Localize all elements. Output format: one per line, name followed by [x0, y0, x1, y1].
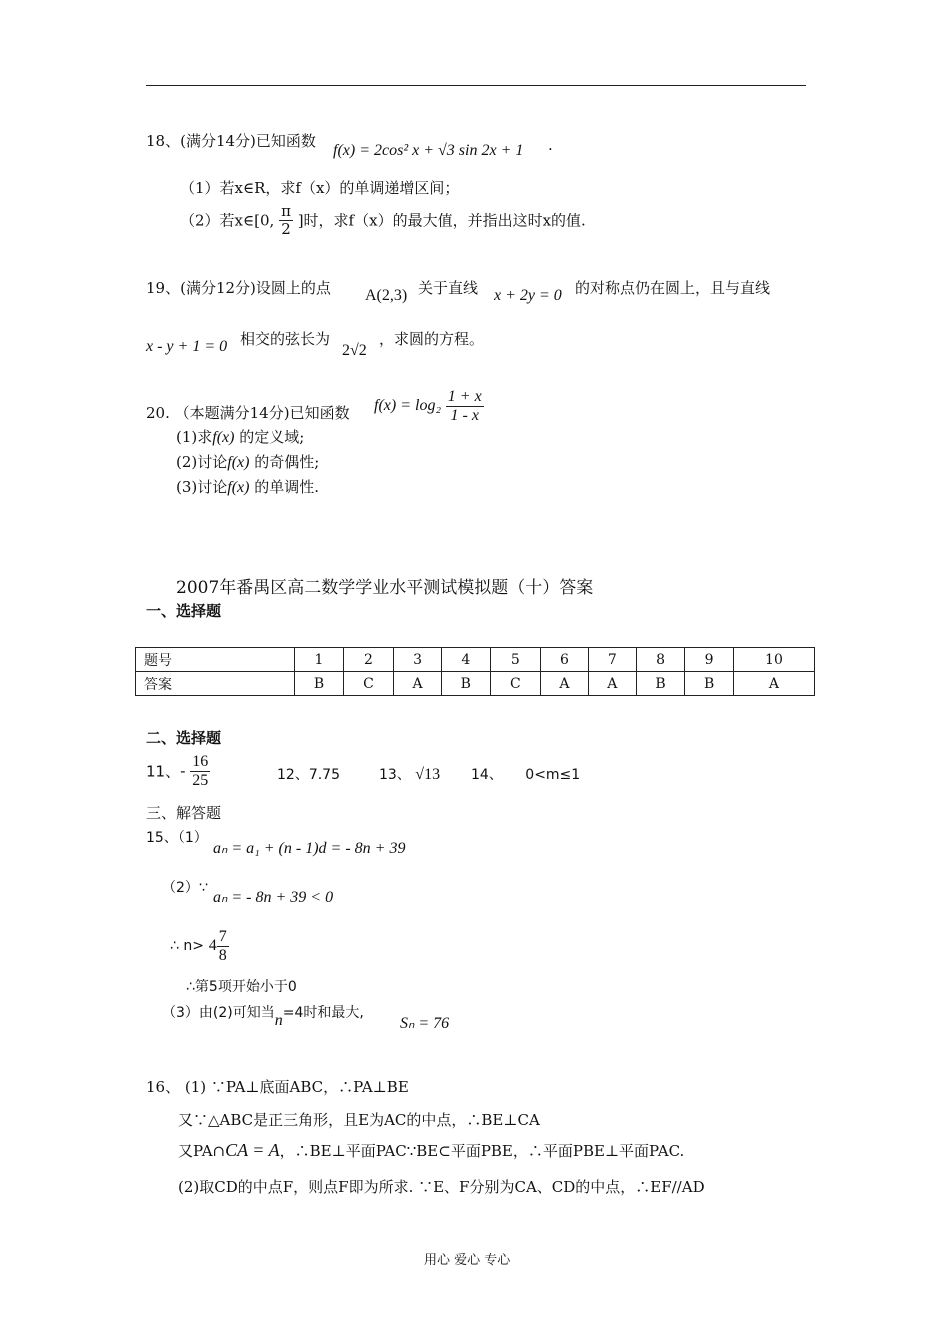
q15-formula2: aₙ = - 8n + 39 < 0 — [213, 889, 334, 906]
q20-formula: f(x) = log₂ — [374, 397, 442, 415]
q16-line4: (2)取CD的中点F，则点F即为所求. ∵E、F分别为CA、CD的中点，∴EF//AD — [178, 1178, 705, 1196]
fill-13-value: √13 — [415, 766, 441, 783]
q18-frac-den: 2 — [281, 219, 291, 238]
q15-mixed-fraction — [217, 928, 229, 964]
table-cell: B — [442, 672, 491, 696]
q19-point: A(2,3) — [365, 287, 408, 304]
q20-part3-f: f(x) — [227, 479, 250, 496]
table-cell: 5 — [490, 648, 540, 672]
fill-14-value: 0<m≤1 — [525, 767, 581, 783]
q18-fraction — [279, 203, 293, 237]
q15-part3-b: =4时和最大, — [282, 1005, 364, 1021]
q18-part2-a: （2）若x∈[0, — [180, 211, 275, 230]
table-cell: 1 — [295, 648, 344, 672]
q19-chord: 2√2 — [342, 342, 367, 359]
q18-formula: f(x) = 2cos² x + √3 sin 2x + 1 — [333, 142, 524, 159]
q15-mixed-den: 8 — [218, 946, 227, 964]
section3-heading: 三、解答题 — [146, 804, 222, 822]
q20-part2 — [176, 451, 319, 472]
q16-line3-b: ，∴BE⊥平面PAC∵BE⊂平面PBE，∴平面PBE⊥平面PAC. — [279, 1142, 685, 1160]
fill-11-label: 11、 — [146, 762, 181, 781]
q15-label2: （2）∵ — [162, 880, 208, 896]
q18-frac-num: π — [281, 202, 291, 220]
q16-line3-math: CA = A — [225, 1140, 280, 1160]
fill-answer-13 — [379, 764, 440, 784]
q19-mid: 关于直线 — [418, 279, 479, 297]
q18-part1: （1）若x∈R，求f（x）的单调递增区间； — [180, 179, 460, 197]
q16-line3-a: 又PA∩ — [178, 1142, 226, 1160]
table-row — [136, 672, 815, 696]
q19-end: ，求圆的方程。 — [379, 330, 485, 348]
q20-title: 20. （本题满分14分)已知函数 — [146, 404, 350, 422]
q20-part1-b: 的定义域; — [234, 428, 305, 446]
q20-part1-f: f(x) — [212, 429, 235, 446]
q16-line3 — [178, 1140, 684, 1161]
q15-label: 15、（1） — [146, 830, 208, 846]
q18-part2-b: ]时，求f（x）的最大值，并指出这时x的值. — [297, 211, 586, 230]
q18-title: 18、(满分14分)已知函数 — [146, 132, 316, 150]
q18-formula-end: . — [548, 136, 553, 154]
q19-line1: x + 2y = 0 — [494, 287, 562, 304]
q20-part1-a: (1)求 — [176, 428, 213, 446]
table-cell: 9 — [685, 648, 734, 672]
q20-frac-den: 1 - x — [450, 406, 479, 424]
answer-title: 2007年番禺区高二数学学业水平测试模拟题（十）答案 — [176, 578, 594, 598]
page-footer: 用心 爱心 专心 — [424, 1253, 511, 1268]
table-cell: 8 — [636, 648, 685, 672]
table-cell: C — [343, 672, 393, 696]
table-row — [136, 648, 815, 672]
fill-13-label: 13、 — [379, 767, 411, 783]
q20-part3-b: 的单调性. — [249, 478, 319, 496]
table-cell: A — [394, 672, 442, 696]
table-header-cell: 题号 — [136, 648, 295, 672]
table-cell: A — [541, 672, 589, 696]
table-cell: 7 — [588, 648, 636, 672]
q15-sum: Sₙ = 76 — [400, 1015, 450, 1032]
q20-part2-b: 的奇偶性; — [249, 453, 320, 471]
q20-part2-a: (2)讨论 — [176, 453, 228, 471]
section1-heading: 一、选择题 — [146, 602, 222, 620]
q15-part3-n: n — [274, 1012, 283, 1029]
q19-line2: x - y + 1 = 0 — [146, 338, 228, 355]
fill-11-sign: - — [180, 762, 186, 781]
fill-14-label: 14、 — [471, 767, 503, 783]
q20-formula-wrap — [374, 388, 484, 424]
table-header-cell: 答案 — [136, 672, 295, 696]
fill-11-fraction — [190, 753, 210, 789]
table-cell: A — [588, 672, 636, 696]
q20-part2-f: f(x) — [227, 454, 250, 471]
q15-therefore2: ∴第5项开始小于0 — [186, 979, 297, 995]
table-cell: 10 — [733, 648, 814, 672]
q19-title: 19、(满分12分)设圆上的点 — [146, 279, 331, 297]
q16-line2: 又∵△ABC是正三角形，且E为AC的中点，∴BE⊥CA — [178, 1111, 540, 1129]
q19-text2: 相交的弦长为 — [240, 330, 331, 348]
table-cell: 2 — [343, 648, 393, 672]
q15-therefore1 — [170, 928, 229, 964]
header-rule — [146, 85, 806, 86]
q20-fraction — [446, 388, 484, 424]
table-cell: 6 — [541, 648, 589, 672]
q20-part1 — [176, 426, 304, 447]
section2-heading: 二、选择题 — [146, 729, 222, 747]
q15-part3 — [162, 1002, 364, 1029]
fill-11-num: 16 — [192, 753, 209, 770]
table-cell: B — [295, 672, 344, 696]
table-cell: A — [733, 672, 814, 696]
fill-answer-12: 12、7.75 — [277, 767, 340, 783]
q20-part3 — [176, 476, 319, 497]
answer-table — [135, 647, 815, 696]
q15-formula1: aₙ = a₁ + (n - 1)d = - 8n + 39 — [213, 840, 406, 857]
table-cell: 4 — [442, 648, 491, 672]
q18-part2 — [180, 203, 586, 237]
fill-answer-14 — [471, 764, 580, 784]
table-cell: 3 — [394, 648, 442, 672]
table-cell: C — [490, 672, 540, 696]
q20-part3-a: (3)讨论 — [176, 478, 228, 496]
table-cell: B — [685, 672, 734, 696]
fill-11-den: 25 — [192, 771, 209, 789]
q15-part3-a: （3）由(2)可知当 — [162, 1005, 275, 1021]
q19-tail: 的对称点仍在圆上，且与直线 — [575, 279, 771, 297]
q15-therefore1-text: ∴ n> — [170, 938, 204, 955]
fill-answer-11 — [146, 753, 210, 789]
q15-mixed-int: 4 — [208, 937, 217, 955]
table-cell: B — [636, 672, 685, 696]
q15-mixed-num: 7 — [218, 928, 227, 945]
q16-line1: 16、 (1) ∵PA⊥底面ABC，∴PA⊥BE — [146, 1078, 409, 1096]
q20-frac-num: 1 + x — [447, 388, 482, 405]
